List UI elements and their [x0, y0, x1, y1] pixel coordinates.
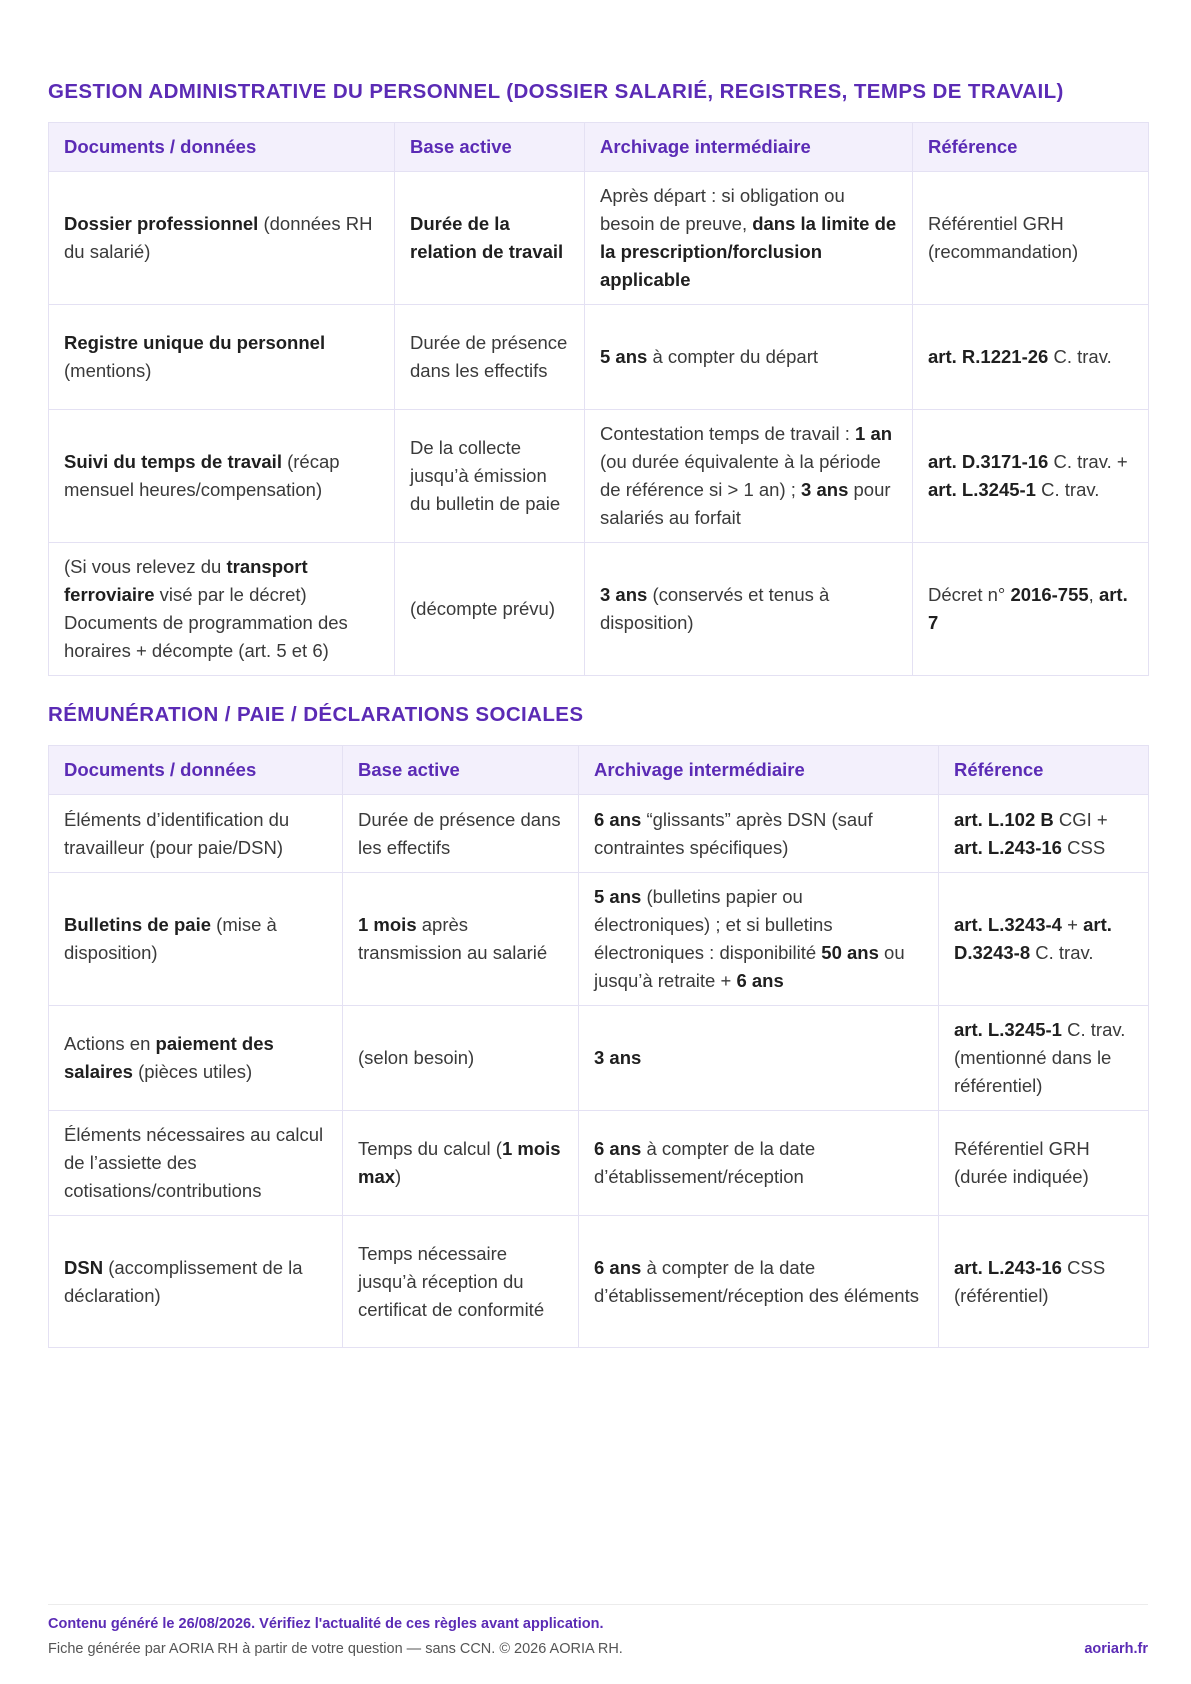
col-header-archivage: Archivage intermédiaire	[579, 746, 939, 795]
table-remuneration	[48, 745, 1149, 1348]
footer-site-link[interactable]: aoriarh.fr	[1084, 1641, 1148, 1657]
col-header-reference: Référence	[913, 123, 1149, 172]
cell-text: (selon besoin)	[358, 1047, 475, 1068]
table-row	[49, 305, 1149, 410]
cell-text-bold: art. L.3243-4	[954, 914, 1062, 935]
cell-text: (bulletins papier ou électroniques) ; et si bulletins électroniques : disponibilité	[594, 886, 833, 963]
cell-documents	[49, 410, 395, 543]
cell-text: (Si vous relevez du	[64, 556, 227, 577]
table-header-row	[49, 123, 1149, 172]
cell-text-bold: 5 ans	[594, 886, 642, 907]
cell-text: Temps du calcul (	[358, 1138, 502, 1159]
cell-text: ou jusqu’à retraite +	[594, 942, 905, 991]
cell-reference	[913, 305, 1149, 410]
cell-base-active	[395, 410, 585, 543]
cell-text: (conservés et tenus à disposition)	[600, 584, 830, 633]
cell-text-bold: art. L.243-16	[954, 1256, 1062, 1278]
cell-text-bold: art. L.3245-1	[928, 479, 1036, 500]
cell-text-bold: art. D.3243-8	[954, 914, 1112, 963]
cell-text-bold: 2016-755	[1010, 584, 1089, 605]
section-title-remuneration: RÉMUNÉRATION / PAIE / DÉCLARATIONS SOCIALES	[48, 703, 584, 726]
cell-text: C. trav.	[1048, 346, 1112, 367]
table-row	[49, 543, 1149, 676]
cell-text-bold: DSN	[64, 1256, 104, 1278]
col-header-documents: Documents / données	[49, 746, 343, 795]
footer-notice: Contenu généré le 26/08/2026. Vérifiez l'actualité de ces règles avant application.	[48, 1616, 604, 1632]
cell-text: Référentiel GRH (recommandation)	[928, 213, 1079, 262]
cell-reference	[939, 873, 1149, 1006]
cell-text-bold: art. L.102 B	[954, 808, 1054, 830]
table-row	[49, 1006, 1149, 1111]
cell-base-active	[395, 305, 585, 410]
cell-text-bold: Bulletins de paie	[64, 914, 212, 935]
cell-text-bold: 1 an	[855, 423, 893, 444]
cell-text: visé par le décret) Documents de programmation des horaires + décompte (art. 5 et 6)	[64, 584, 348, 661]
table-row	[49, 410, 1149, 543]
cell-text: Actions en	[64, 1033, 156, 1054]
cell-archivage	[579, 1216, 939, 1348]
table-row	[49, 1216, 1149, 1348]
cell-text: (pièces utiles)	[132, 1061, 253, 1082]
cell-archivage	[579, 1111, 939, 1216]
cell-text: (décompte prévu)	[410, 598, 555, 619]
cell-text-bold: 6 ans	[736, 970, 784, 991]
cell-text-bold: art. R.1221-26	[928, 346, 1049, 367]
cell-reference	[913, 543, 1149, 676]
cell-text-bold: 1 mois max	[358, 1138, 561, 1187]
cell-documents	[49, 873, 343, 1006]
cell-text-bold: 3 ans	[600, 584, 648, 605]
table-row	[49, 873, 1149, 1006]
cell-text-bold: 50 ans	[821, 942, 879, 963]
table-row	[49, 1111, 1149, 1216]
cell-text: Contestation temps de travail :	[600, 423, 856, 444]
cell-base-active	[343, 873, 579, 1006]
col-header-base-active: Base active	[395, 123, 585, 172]
cell-text-bold: 1 mois	[358, 914, 417, 935]
cell-archivage	[585, 172, 913, 305]
cell-documents	[49, 543, 395, 676]
cell-reference	[939, 795, 1149, 873]
table-header-row	[49, 746, 1149, 795]
cell-base-active	[395, 543, 585, 676]
cell-documents	[49, 172, 395, 305]
cell-text-bold: art. 7	[928, 584, 1128, 633]
cell-text-bold: art. L.3245-1	[954, 1019, 1062, 1040]
cell-documents	[49, 1111, 343, 1216]
cell-text: Durée de présence dans les effectifs	[358, 808, 561, 858]
cell-base-active	[343, 1111, 579, 1216]
table-row	[49, 795, 1149, 873]
cell-text: C. trav.	[1035, 479, 1100, 500]
cell-text: +	[1061, 914, 1084, 935]
cell-archivage	[579, 795, 939, 873]
cell-base-active	[343, 795, 579, 873]
cell-text: après transmission au salarié	[358, 914, 548, 963]
cell-text: Éléments d’identification du travailleur (pour paie/DSN)	[64, 808, 290, 858]
cell-archivage	[579, 873, 939, 1006]
cell-documents	[49, 795, 343, 873]
cell-text: (mise à disposition)	[64, 914, 277, 963]
cell-reference	[939, 1111, 1149, 1216]
cell-text: “glissants” après DSN (sauf contraintes spécifiques)	[594, 808, 873, 858]
cell-text-bold: paiement des salaires	[64, 1033, 274, 1082]
cell-reference	[913, 172, 1149, 305]
cell-archivage	[579, 1006, 939, 1111]
cell-text: à compter de la date d’établissement/réception	[594, 1138, 816, 1187]
cell-text: Référentiel GRH (durée indiquée)	[954, 1138, 1090, 1187]
cell-text: (mentions)	[64, 360, 152, 381]
cell-text-bold: Dossier professionnel	[64, 213, 259, 234]
cell-text: Durée de présence dans les effectifs	[410, 332, 568, 381]
cell-text-bold: 6 ans	[594, 808, 642, 830]
footer-divider	[48, 1604, 1148, 1605]
cell-text: à compter de la date d’établissement/réception des éléments	[594, 1256, 919, 1306]
cell-text-bold: Suivi du temps de travail	[64, 451, 282, 472]
cell-text: (données RH du salarié)	[64, 213, 373, 262]
cell-base-active	[343, 1006, 579, 1111]
cell-text: C. trav.	[1030, 942, 1094, 963]
section-title-gestion: GESTION ADMINISTRATIVE DU PERSONNEL (DOSSIER SALARIÉ, REGISTRES, TEMPS DE TRAVAIL)	[48, 80, 1064, 103]
cell-text-bold: 6 ans	[594, 1256, 642, 1278]
cell-text-bold: dans la limite de la prescription/forclusion applicable	[600, 213, 897, 290]
cell-text: CGI +	[1053, 808, 1108, 830]
cell-text-bold: 5 ans	[600, 346, 648, 367]
cell-text: à compter du départ	[647, 346, 819, 367]
cell-text: Décret n°	[928, 584, 1011, 605]
cell-documents	[49, 1216, 343, 1348]
cell-archivage	[585, 410, 913, 543]
cell-base-active	[395, 172, 585, 305]
col-header-base-active: Base active	[343, 746, 579, 795]
cell-base-active	[343, 1216, 579, 1348]
cell-text: C. trav. (mentionné dans le référentiel)	[954, 1019, 1126, 1096]
cell-text: Après départ : si obligation ou besoin de preuve,	[600, 185, 845, 234]
cell-text-bold: 6 ans	[594, 1138, 642, 1159]
cell-text: C. trav. +	[1048, 451, 1128, 472]
col-header-archivage: Archivage intermédiaire	[585, 123, 913, 172]
cell-text-bold: Durée de la relation de travail	[410, 213, 564, 262]
cell-text: pour salariés au forfait	[600, 479, 891, 528]
cell-reference	[939, 1216, 1149, 1348]
cell-text: )	[395, 1166, 402, 1187]
cell-documents	[49, 305, 395, 410]
cell-documents	[49, 1006, 343, 1111]
cell-text: CSS (référentiel)	[954, 1256, 1106, 1306]
cell-reference	[939, 1006, 1149, 1111]
cell-reference	[913, 410, 1149, 543]
cell-text: (récap mensuel heures/compensation)	[64, 451, 340, 500]
cell-text: CSS	[1061, 836, 1106, 858]
col-header-documents: Documents / données	[49, 123, 395, 172]
cell-text-bold: 3 ans	[594, 1047, 642, 1068]
table-row	[49, 172, 1149, 305]
cell-archivage	[585, 543, 913, 676]
cell-archivage	[585, 305, 913, 410]
footer-credit: Fiche générée par AORIA RH à partir de votre question — sans CCN. © 2026 AORIA RH.	[48, 1641, 623, 1657]
cell-text-bold: art. D.3171-16	[928, 451, 1049, 472]
cell-text-bold: 3 ans	[801, 479, 849, 500]
cell-text: De la collecte jusqu’à émission du bulletin de paie	[410, 437, 561, 514]
cell-text-bold: art. L.243-16	[954, 836, 1062, 858]
table-gestion	[48, 122, 1149, 676]
col-header-reference: Référence	[939, 746, 1149, 795]
cell-text: (ou durée équivalente à la période de référence si > 1 an) ;	[600, 451, 881, 500]
cell-text: (accomplissement de la déclaration)	[64, 1256, 303, 1306]
cell-text: ,	[1088, 584, 1099, 605]
cell-text-bold: transport ferroviaire	[64, 556, 308, 605]
cell-text: Temps nécessaire jusqu’à réception du certificat de conformité	[358, 1242, 545, 1320]
cell-text: Éléments nécessaires au calcul de l’assiette des cotisations/contributions	[64, 1124, 324, 1201]
cell-text-bold: Registre unique du personnel	[64, 332, 326, 353]
